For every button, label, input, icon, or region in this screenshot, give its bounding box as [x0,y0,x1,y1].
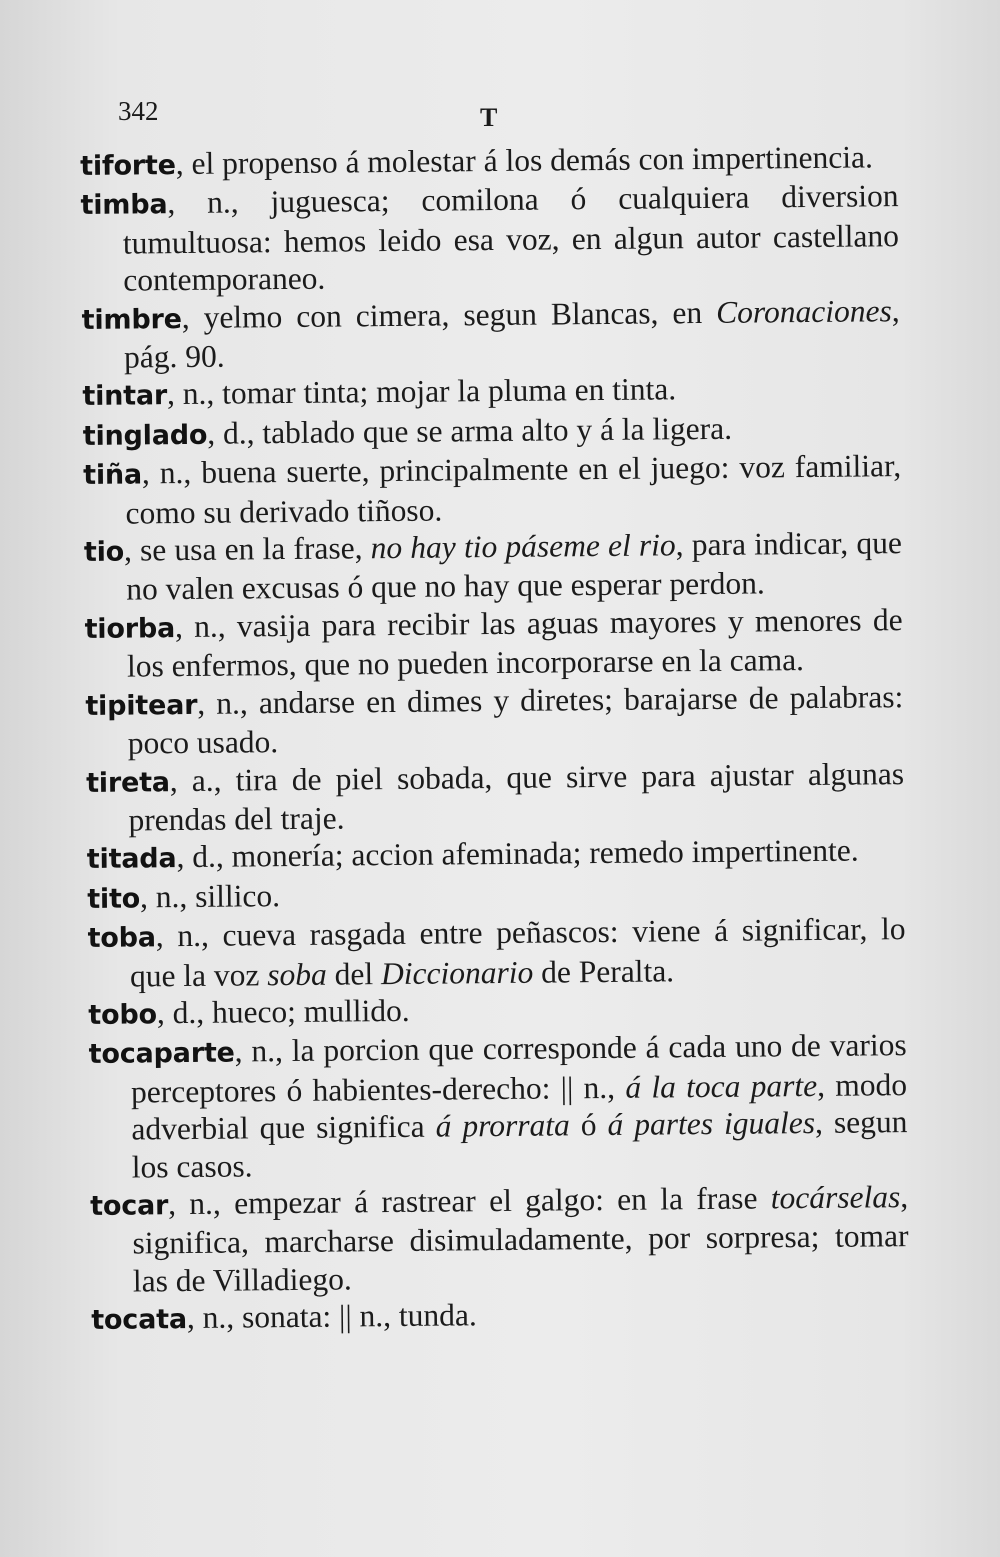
definition: , yelmo con cimera, segun Blancas, en [181,294,717,335]
entry-toba [87,910,906,995]
definition: , n., cueva rasgada entre peñascos: viene á significar, lo que la voz [129,911,906,994]
headword: tireta [85,766,170,799]
section-letter: T [480,103,498,132]
definition: , significa, marcharse disimuladamente, por sorpresa; tomar las de Villadiego. [132,1179,909,1299]
headword: tobo [88,999,158,1031]
entry-tocar [90,1178,909,1300]
definition: , d., hueco; mullido. [156,992,410,1031]
headword: toba [87,922,156,955]
definition: , n., buena suerte, principalmente en el juego: voz familiar, como su derivado tiñoso. [125,448,902,531]
definition: , n., juguesca; comilona ó cualquiera diversion tumultuosa: hemos leido esa voz, en algun autor castellano contemporaneo. [122,178,900,298]
definition: , modo adverbial que significa [131,1066,908,1147]
entry-timbre [81,292,900,377]
entry-tina [83,447,902,532]
headword: tocaparte [88,1037,235,1071]
entry-tireta [86,755,905,840]
entry-tocata [91,1292,909,1339]
italic-phrase: á prorrata [435,1107,570,1144]
italic-word: tocárselas [770,1179,901,1216]
headword: tio [83,536,125,569]
headword: tintar [82,380,168,413]
italic-phrase: á la toca parte [625,1067,818,1105]
headword: tipitear [85,689,198,722]
headword: tiña [83,459,143,492]
italic-phrase: á partes iguales [607,1105,816,1143]
definition: , d., monería; accion afeminada; remedo impertinente. [176,832,859,875]
definition: , pág. 90. [123,292,900,375]
italic-word: soba [267,956,327,992]
entry-list [80,138,909,1339]
entry-timba [80,178,899,300]
definition: , el propenso á molestar á los demás con impertinencia. [175,139,874,182]
entry-tipitear [85,678,904,763]
definition: , n., andarse en dimes y diretes; barajarse de palabras: poco usado. [127,678,904,761]
entry-tiorba [84,601,903,686]
headword: tocar [90,1190,169,1222]
definition: , para indicar, que no valen excusas ó que no hay que esperar perdon. [126,525,902,608]
definition: , a., tira de piel sobada, que sirve para ajustar algunas prendas del traje. [128,755,905,838]
definition: , n., vasija para recibir las aguas mayores y menores de los enfermos, que no pueden incorporarse en la cama. [126,602,903,684]
definition: , d., tablado que se arma alto y á la ligera. [207,410,733,451]
definition: , n., sillico. [139,877,281,915]
definition: ó [569,1107,608,1143]
definition: , segun los casos. [131,1104,908,1185]
definition: , n., sonata: || n., tunda. [186,1297,477,1336]
definition: , n., tomar tinta; mojar la pluma en tinta. [166,371,677,412]
headword: timbre [81,303,182,336]
entry-tocaparte [89,1026,908,1185]
definition: del [326,955,382,992]
headword: titada [86,843,177,876]
definition: , se usa en la frase, [123,530,371,568]
page-number: 342 [118,96,159,126]
italic-phrase: no hay tio páseme el rio [370,527,676,566]
entry-tio [84,524,903,609]
entry-titada [87,831,905,878]
italic-reference: Coronaciones [716,292,892,330]
headword: tito [87,883,141,915]
italic-word: Diccionario [380,954,534,991]
definition: , n., la porcion que corresponde á cada uno de varios perceptores ó habientes-derecho: || n., [130,1027,907,1110]
headword: timba [80,189,168,222]
definition: de Peralta. [533,952,675,990]
definition: , n., empezar á rastrear el galgo: en la frase [167,1180,771,1222]
headword: tiforte [80,150,176,182]
headword: tinglado [82,419,208,452]
headword: tiorba [84,612,176,645]
headword: tocata [91,1304,188,1337]
